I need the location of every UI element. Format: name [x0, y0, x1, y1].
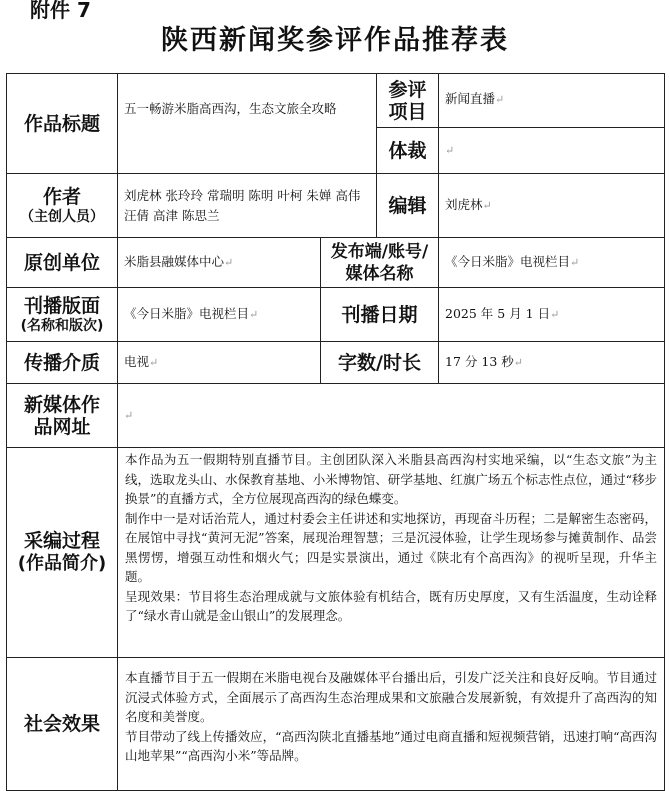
- new-media-url-value: ↵: [118, 384, 665, 448]
- work-title-label: 作品标题: [7, 74, 118, 174]
- publish-date-value: 2025 年 5 月 1 日↵: [439, 288, 665, 342]
- word-count-label: 字数/时长: [321, 342, 439, 384]
- work-title-value: 五一畅游米脂高西沟，生态文旅全攻略: [118, 74, 377, 174]
- new-media-url-label: 新媒体作品网址: [7, 384, 118, 448]
- attachment-label: 附件 7: [30, 0, 91, 22]
- editor-value: 刘虎林↵: [439, 174, 665, 238]
- effect-value: [118, 658, 665, 791]
- effect-paragraph-1: 本直播节目于五一假期在米脂电视台及融媒体平台播出后，引发广泛关注和良好反响。节目通过沉浸式体验方式，全面展示了高西沟生态治理成果和文旅融合发展新貌，有效提升了高西沟的知名度和美誉度。: [125, 670, 658, 724]
- author-label: 作者 （主创人员）: [7, 174, 118, 238]
- layout-value: 《今日米脂》电视栏目↵: [118, 288, 321, 342]
- medium-value: 电视↵: [118, 342, 321, 384]
- recommendation-form-table: [6, 73, 665, 791]
- process-value: [118, 448, 665, 658]
- process-paragraph-2: 制作中一是对话治荒人，通过村委会主任讲述和实地探访，再现奋斗历程；二是解密生态密码，在展馆中寻找“黄河无泥”答案，展现治理智慧；三是沉浸体验，让学生现场参与摊黄制作、品尝黑愣愣，增强互动性和烟火气；四是实景演出，通过《陕北有个高西沟》的视听呈现，升华主题。: [125, 510, 658, 584]
- layout-label: 刊播版面 (名称和版次): [7, 288, 118, 342]
- entry-item-value: 新闻直播↵: [439, 74, 665, 128]
- medium-label: 传播介质: [7, 342, 118, 384]
- publish-account-value: 《今日米脂》电视栏目↵: [439, 238, 665, 288]
- page-title: 陕西新闻奖参评作品推荐表: [161, 25, 509, 56]
- author-value: 刘虎林 张玲玲 常瑞明 陈明 叶柯 朱婵 高伟 汪倩 高津 陈思兰: [118, 174, 377, 238]
- editor-label: 编辑: [377, 174, 439, 238]
- publish-date-label: 刊播日期: [321, 288, 439, 342]
- effect-paragraph-2: 节目带动了线上传播效应，“高西沟陕北直播基地”通过电商直播和短视频营销，迅速打响“高西沟山地苹果”“高西沟小米”等品牌。: [125, 728, 658, 763]
- process-paragraph-1: 本作品为五一假期特别直播节目。主创团队深入米脂县高西沟村实地采编，以“生态文旅”为主线，选取龙头山、水保教育基地、小米博物馆、研学基地、红旗广场五个标志性点位，通过“移步换景”的直播方式，全方位展现高西沟的绿色蝶变。: [125, 452, 658, 506]
- origin-unit-label: 原创单位: [7, 238, 118, 288]
- entry-item-label: 参评项目: [377, 74, 439, 128]
- process-paragraph-3: 呈现效果：节目将生态治理成就与文旅体验有机结合，既有历史厚度，又有生活温度，生动诠释了“绿水青山就是金山银山”的发展理念。: [125, 588, 658, 623]
- word-count-value: 17 分 13 秒↵: [439, 342, 665, 384]
- effect-label: 社会效果: [7, 658, 118, 791]
- genre-label: 体裁: [377, 128, 439, 174]
- publish-account-label: 发布端/账号/媒体名称: [321, 238, 439, 288]
- origin-unit-value: 米脂县融媒体中心↵: [118, 238, 321, 288]
- genre-value: ↵: [439, 128, 665, 174]
- process-label: 采编过程 (作品简介): [7, 448, 118, 658]
